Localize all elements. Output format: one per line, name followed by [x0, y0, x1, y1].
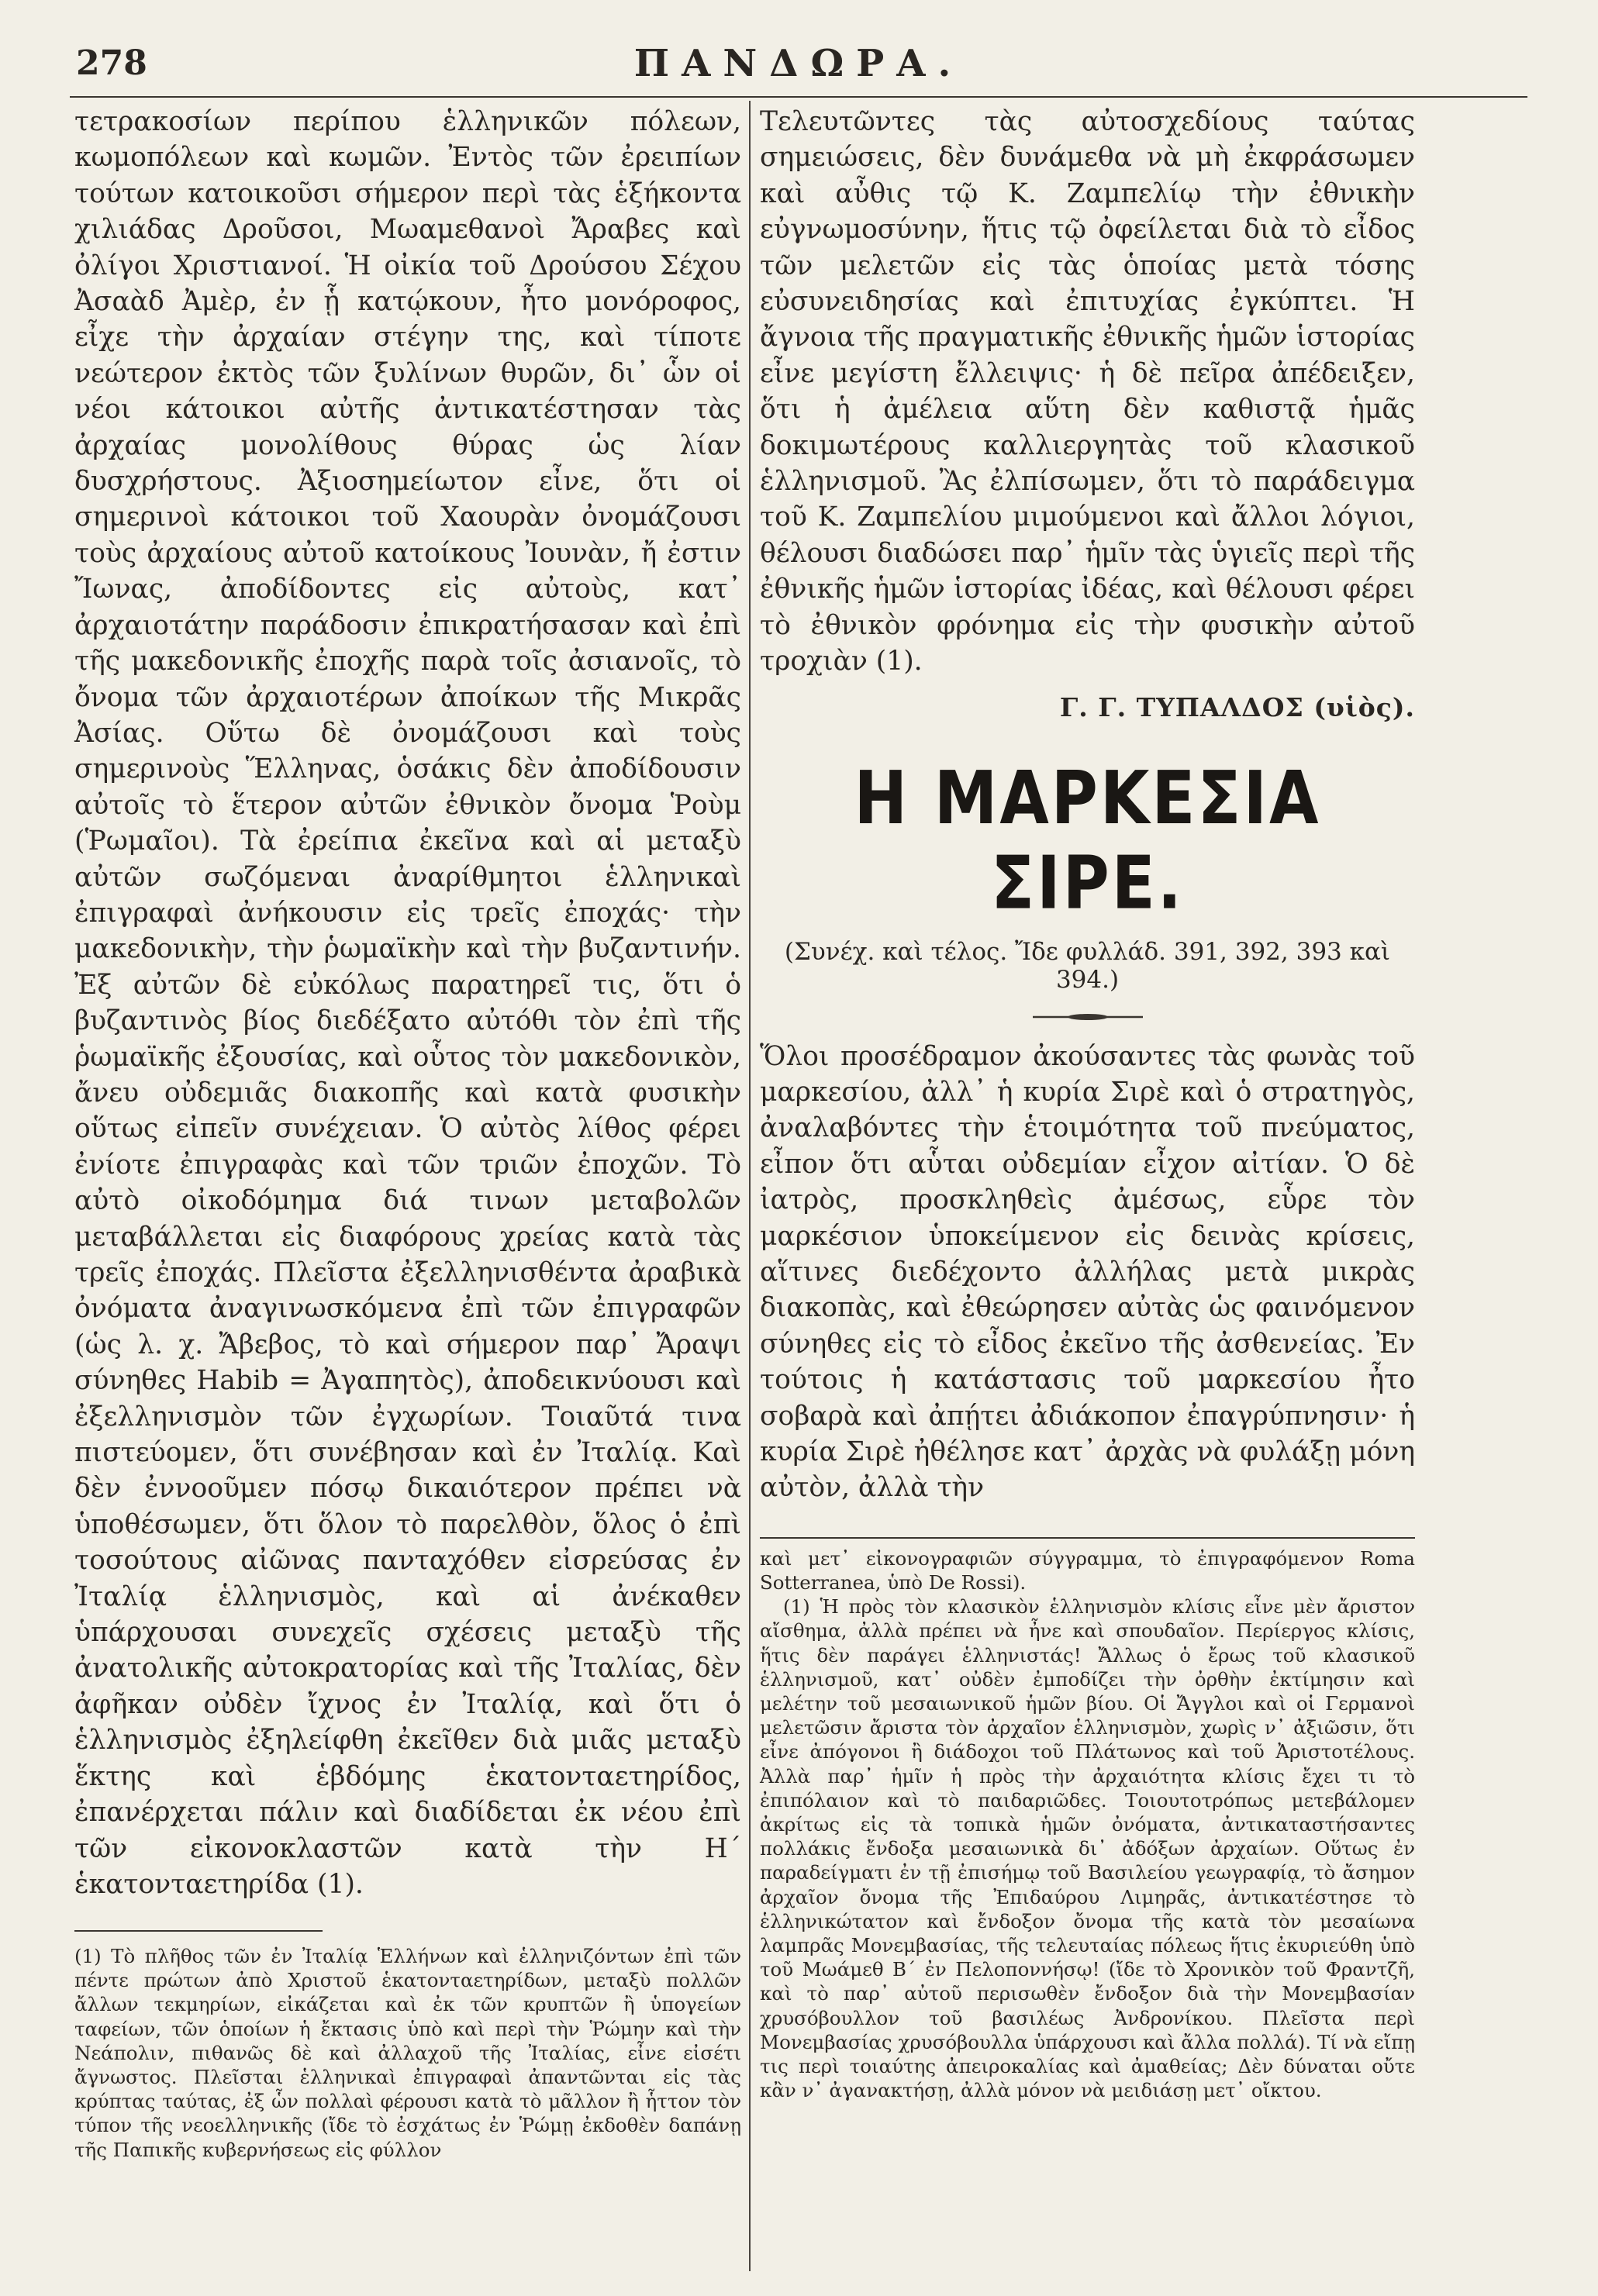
- author-signature: Γ. Γ. ΤΥΠΑΛΔΟΣ (υἱὸς).: [1059, 691, 1415, 722]
- left-footnote: [74, 1944, 741, 2162]
- right-column: [760, 104, 1415, 2102]
- footnote-text: καὶ μετ᾽ εἰκονογραφιῶν σύγγραμμα, τὸ ἐπιγραφόμενον Roma Sotterranea, ὑπὸ De Rossi).: [760, 1546, 1415, 1594]
- story-title: Η ΜΑΡΚΕΣΙΑ ΣΙΡΕ.: [854, 756, 1321, 926]
- footnote-rule-right: [760, 1537, 1415, 1539]
- footnote-text: (1) Ἡ πρὸς τὸν κλασικὸν ἑλληνισμὸν κλίσις εἶνε μὲν ἄριστον αἴσθημα, ἀλλὰ πρέπει νὰ ἦνε καὶ σπουδαῖον. Περίεργος κλίσις, ἥτις δὲν παράγει ἑλληνιστάς! Ἄλλως ὁ ἔρως τοῦ κλασικοῦ ἑλληνισμοῦ, κατ᾽ οὐδὲν ἐμποδίζει τὴν ὀρθὴν ἐκτίμησιν καὶ μελέτην τοῦ μεσαιωνικοῦ ἡμῶν βίου. Οἱ Ἄγγλοι καὶ οἱ Γερμανοὶ μελετῶσιν ἄριστα τὸν ἀρχαῖον ἑλληνισμὸν, χωρὶς ν᾽ ἀξιῶσιν, ὅτι εἶνε ἀπόγονοι ἢ διάδοχοι τοῦ Πλάτωνος καὶ τοῦ Ἀριστοτέλους. Ἀλλὰ παρ᾽ ἡμῖν ἡ πρὸς τὴν ἀρχαιότητα κλίσις ἔχει τι τὸ ἐπιπόλαιον καὶ τὸ παιδαριῶδες. Τοιουτοτρόπως μετεβάλομεν ἀκρίτως εἰς τὰ τοπικὰ ἡμῶν ὀνόματα, ἀντικαταστήσαντες πολλάκις ἔνδοξα μεσαιωνικὰ δι᾽ ἀδόξων ἀρχαίων. Οὕτως ἐν παραδείγματι ἐν τῇ ἐπισήμῳ τοῦ Βασιλείου γεωγραφίᾳ, τὸ ἄσημον ἀρχαῖον ὄνομα τῆς Ἐπιδαύρου Λιμηρᾶς, ἀντικατέστησε τὸ ἑλληνικώτατον καὶ ἔνδοξον ὄνομα τῆς κατὰ τὸν μεσαίωνα λαμπρᾶς Μονεμβασίας, τῆς τελευταίας πόλεως ἥτις ἐκυριεύθη ὑπὸ τοῦ Μωάμεθ Β΄ ἐν Πελοποννήσῳ! (ἴδε τὸ Χρονικὸν τοῦ Φραντζῆ, καὶ τὸ παρ᾽ αὐτοῦ περισωθὲν ἔνδοξον διὰ τὴν Μονεμβασίαν χρυσόβουλλον τοῦ βασιλέως Ἀνδρονίκου. Πλεῖστα περὶ Μονεμβασίας χρυσόβουλλα ὑπάρχουσι καὶ ἄλλα πολλά). Τί νὰ εἴπῃ τις περὶ τοιαύτης ἀπειροκαλίας καὶ ἀμαθείας; Δὲν δύναται οὔτε κἂν ν᾽ ἀγανακτήσῃ, ἀλλὰ μόνον νὰ μειδιάσῃ μετ᾽ οἴκτου.: [760, 1595, 1415, 2102]
- left-paragraph: τετρακοσίων περίπου ἑλληνικῶν πόλεων, κωμοπόλεων καὶ κωμῶν. Ἐντὸς τῶν ἐρειπίων τούτων κατοικοῦσι σήμερον περὶ τὰς ἑξήκοντα χιλιάδας Δροῦσοι, Μωαμεθανοὶ Ἄραβες καὶ ὀλίγοι Χριστιανοί. Ἡ οἰκία τοῦ Δρούσου Σέχου Ἀσαὰδ Ἀμὲρ, ἐν ᾗ κατῴκουν, ἦτο μονόροφος, εἶχε τὴν ἀρχαίαν στέγην της, καὶ τίποτε νεώτερον ἐκτὸς τῶν ξυλίνων θυρῶν, δι᾽ ὧν οἱ νέοι κάτοικοι αὐτῆς ἀντικατέστησαν τὰς ἀρχαίας μονολίθους θύρας ὡς λίαν δυσχρήστους. Ἀξιοσημείωτον εἶνε, ὅτι οἱ σημερινοὶ κάτοικοι τοῦ Χαουρὰν ὀνομάζουσι τοὺς ἀρχαίους αὐτοῦ κατοίκους Ἰουνὰν, ἤ ἐστιν Ἴωνας, ἀποδίδοντες εἰς αὐτοὺς, κατ᾽ ἀρχαιοτάτην παράδοσιν ἐπικρατήσασαν καὶ ἐπὶ τῆς μακεδονικῆς ἐποχῆς παρὰ τοῖς ἀσιανοῖς, τὸ ὄνομα τῶν ἀρχαιοτέρων ἀποίκων τῆς Μικρᾶς Ἀσίας. Οὕτω δὲ ὀνομάζουσι καὶ τοὺς σημερινοὺς Ἕλληνας, ὁσάκις δὲν ἀποδίδουσιν αὐτοῖς τὸ ἕτερον αὐτῶν ἐθνικὸν ὄνομα Ῥοὺμ (Ῥωμαῖοι). Τὰ ἐρείπια ἐκεῖνα καὶ αἱ μεταξὺ αὐτῶν σωζόμεναι ἀναρίθμητοι ἑλληνικαὶ ἐπιγραφαὶ ἀνήκουσιν εἰς τρεῖς ἐποχάς· τὴν μακεδονικὴν, τὴν ῥωμαϊκὴν καὶ τὴν βυζαντινήν. Ἐξ αὐτῶν δὲ εὐκόλως παρατηρεῖ τις, ὅτι ὁ βυζαντινὸς βίος διεδέξατο αὐτόθι τὸν ἐπὶ τῆς ῥωμαϊκῆς ἐξουσίας, καὶ οὗτος τὸν μακεδονικὸν, ἄνευ οὐδεμιᾶς διακοπῆς καὶ κατὰ φυσικὴν οὕτως εἰπεῖν συνέχειαν. Ὁ αὐτὸς λίθος φέρει ἐνίοτε ἐπιγραφὰς καὶ τῶν τριῶν ἐποχῶν. Τὸ αὐτὸ οἰκοδόμημα διά τινων μεταβολῶν μεταβάλλεται εἰς διαφόρους χρείας κατὰ τὰς τρεῖς ἐποχάς. Πλεῖστα ἐξελληνισθέντα ἀραβικὰ ὀνόματα ἀναγινωσκόμενα ἐπὶ τῶν ἐπιγραφῶν (ὡς λ. χ. Ἄβεβος, τὸ καὶ σήμερον παρ᾽ Ἄραψι σύνηθες Habib = Ἀγαπητὸς), ἀποδεικνύουσι καὶ ἐξελληνισμὸν τῶν ἐγχωρίων. Τοιαῦτά τινα πιστεύομεν, ὅτι συνέβησαν καὶ ἐν Ἰταλίᾳ. Καὶ δὲν ἐννοοῦμεν πόσῳ δικαιότερον πρέπει νὰ ὑποθέσωμεν, ὅτι ὅλον τὸ παρελθὸν, ὅλος ὁ ἐπὶ τοσούτους αἰῶνας πανταχόθεν εἰσρεύσας ἐν Ἰταλίᾳ ἑλληνισμὸς, καὶ αἱ ἀνέκαθεν ὑπάρχουσαι συνεχεῖς σχέσεις μεταξὺ τῆς ἀνατολικῆς αὐτοκρατορίας καὶ τῆς Ἰταλίας, δὲν ἀφῆκαν οὐδὲν ἴχνος ἐν Ἰταλίᾳ, καὶ ὅτι ὁ ἑλληνισμὸς ἐξηλείφθη ἐκεῖθεν διὰ μιᾶς μεταξὺ ἕκτης καὶ ἑβδόμης ἑκατονταετηρίδος, ἐπανέρχεται πάλιν καὶ διαδίδεται ἐκ νέου ἐπὶ τῶν εἰκονοκλαστῶν κατὰ τὴν Η΄ ἑκατονταετηρίδα (1).: [74, 106, 741, 1900]
- header-rule: [70, 96, 1527, 98]
- page-header: [70, 43, 1527, 98]
- ornament-rule: [1030, 1012, 1146, 1022]
- story-subtitle: (Συνέχ. καὶ τέλος. Ἴδε φυλλάδ. 391, 392, 393 καὶ 394.): [784, 937, 1391, 994]
- column-divider: [749, 101, 751, 2271]
- right-paragraph: Τελευτῶντες τὰς αὐτοσχεδίους ταύτας σημειώσεις, δὲν δυνάμεθα νὰ μὴ ἐκφράσωμεν καὶ αὖθις τῷ Κ. Ζαμπελίῳ τὴν ἐθνικὴν εὐγνωμοσύνην, ἥτις τῷ ὀφείλεται διὰ τὸ εἶδος τῶν μελετῶν εἰς τὰς ὁποίας μετὰ τόσης εὐσυνειδησίας καὶ ἐπιτυχίας ἐγκύπτει. Ἡ ἄγνοια τῆς πραγματικῆς ἐθνικῆς ἡμῶν ἱστορίας εἶνε μεγίστη ἔλλειψις· ἡ δὲ πεῖρα ἀπέδειξεν, ὅτι ἡ ἀμέλεια αὕτη δὲν καθιστᾷ ἡμᾶς δοκιμωτέρους καλλιεργητὰς τοῦ κλασικοῦ ἑλληνισμοῦ. Ἂς ἐλπίσωμεν, ὅτι τὸ παράδειγμα τοῦ Κ. Ζαμπελίου μιμούμενοι καὶ ἄλλοι λόγιοι, θέλουσι διαδώσει παρ᾽ ἡμῖν τὰς ὑγιεῖς περὶ τῆς ἐθνικῆς ἡμῶν ἱστορίας ἰδέας, καὶ θέλουσι φέρει τὸ ἐθνικὸν φρόνημα εἰς τὴν φυσικὴν αὐτοῦ τροχιὰν (1).: [760, 106, 1415, 677]
- right-footnote: [760, 1546, 1415, 2103]
- footnote-rule: [74, 1930, 323, 1932]
- page-number: 278: [76, 43, 147, 83]
- left-column: [74, 104, 741, 1902]
- story-heading: [760, 756, 1415, 1022]
- story-paragraph: Ὅλοι προσέδραμον ἀκούσαντες τὰς φωνὰς τοῦ μαρκεσίου, ἀλλ᾽ ἡ κυρία Σιρὲ καὶ ὁ στρατηγὸς, ἀναλαβόντες τὴν ἑτοιμότητα τοῦ πνεύματος, εἶπον ὅτι αὗται οὐδεμίαν εἶχον αἰτίαν. Ὁ δὲ ἰατρὸς, προσκληθεὶς ἀμέσως, εὗρε τὸν μαρκέσιον ὑποκείμενον εἰς δεινὰς κρίσεις, αἵτινες διεδέχοντο ἀλλήλας μετὰ μικρὰς διακοπὰς, καὶ ἐθεώρησεν αὐτὰς ὡς φαινόμενον σύνηθες εἰς τὸ εἶδος ἐκεῖνο τῆς ἀσθενείας. Ἐν τούτοις ἡ κατάστασις τοῦ μαρκεσίου ἦτο σοβαρὰ καὶ ἀπῄτει ἀδιάκοπον ἐπαγρύπνησιν· ἡ κυρία Σιρὲ ἠθέλησε κατ᾽ ἀρχὰς νὰ φυλάξῃ μόνη αὐτὸν, ἀλλὰ τὴν: [760, 1040, 1415, 1504]
- journal-title: ΠΑΝΔΩΡΑ.: [633, 42, 964, 85]
- footnote-text: (1) Τὸ πλῆθος τῶν ἐν Ἰταλίᾳ Ἑλλήνων καὶ ἑλληνιζόντων ἐπὶ τῶν πέντε πρώτων ἀπὸ Χριστοῦ ἑκατονταετηρίδων, μεταξὺ πολλῶν ἄλλων τεκμηρίων, εἰκάζεται καὶ ἐκ τῶν κρυπτῶν ἢ ὑπογείων ταφείων, τῶν ὁποίων ἡ ἔκτασις ὑπὸ καὶ περὶ τὴν Ῥώμην καὶ τὴν Νεάπολιν, πιθανῶς δὲ καὶ ἀλλαχοῦ τῆς Ἰταλίας, εἶνε εἰσέτι ἄγνωστος. Πλεῖσται ἑλληνικαὶ ἐπιγραφαὶ ἀπαντῶνται εἰς τὰς κρύπτας ταύτας, ἐξ ὧν πολλαὶ φέρουσι κατὰ τὸ μᾶλλον ἢ ἧττον τὸν τύπον τῆς νεοελληνικῆς (ἴδε τὸ ἐσχάτως ἐν Ῥώμῃ ἐκδοθὲν δαπάνῃ τῆς Παπικῆς κυβερνήσεως εἰς φύλλον: [74, 1945, 741, 2161]
